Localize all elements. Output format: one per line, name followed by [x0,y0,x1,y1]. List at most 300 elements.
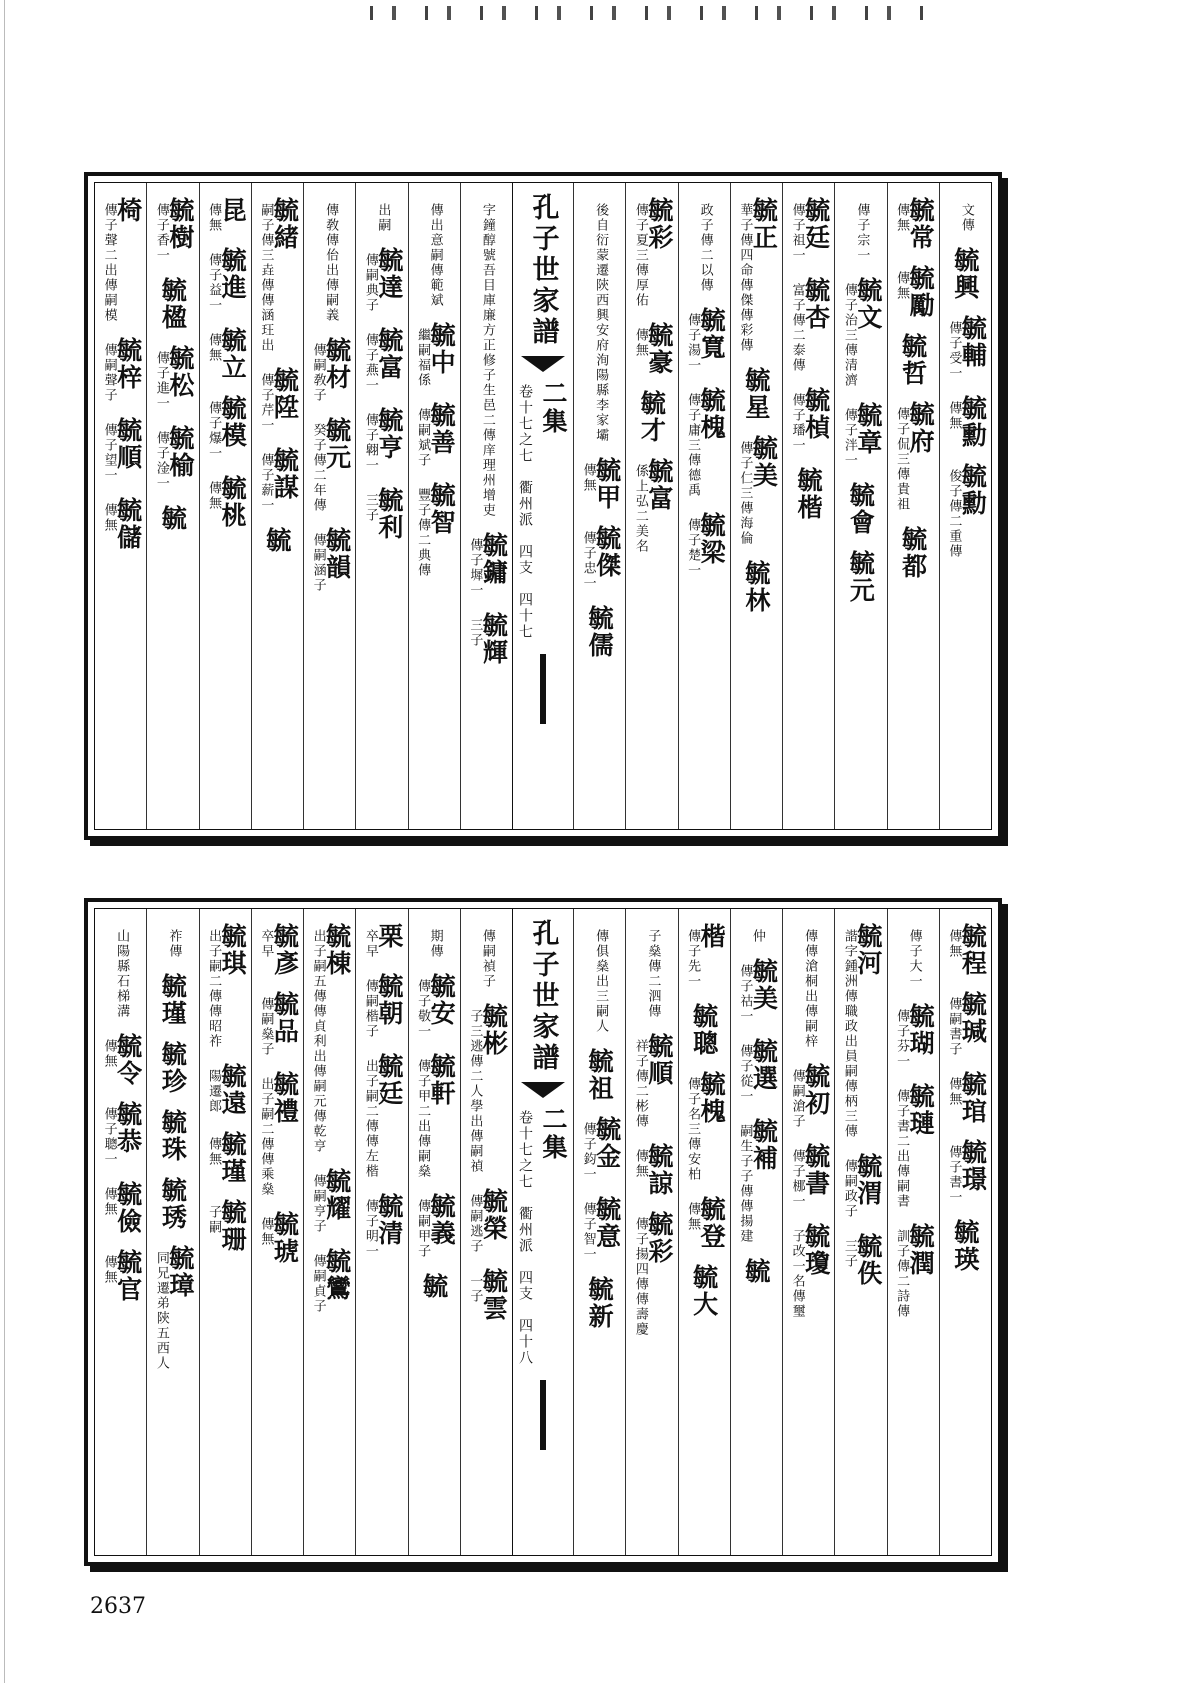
person-name: 毓璋 [165,1245,195,1299]
genealogy-entry [585,605,615,659]
genealogy-entry [846,550,876,604]
entry-note: 傳子從一 [737,1044,753,1104]
entry-note: 傳子書二出傳嗣書 [894,1089,910,1209]
genealogy-column [678,183,730,829]
person-name: 毓清 [374,1193,404,1247]
entry-note: 傳傳滄桐出傳嗣梓 [802,929,818,1049]
genealogy-column [834,909,886,1555]
page-number: 2637 [90,1594,146,1619]
entry-note: 傳子芹一 [258,373,274,433]
genealogy-entry [841,402,881,468]
genealogy-entry [257,1071,300,1197]
genealogy-entry [165,923,180,959]
genealogy-entry [697,197,712,293]
person-name: 毓順 [644,1033,674,1087]
person-name: 毓補 [749,1118,779,1172]
entry-note: 傳嗣燊子 [258,997,274,1057]
person-name: 毓渭 [853,1153,883,1207]
genealogy-entry [414,973,457,1039]
person-name: 毓瑾 [158,973,188,1027]
entry-note: 子三逃傳二人學出傳嗣禎 [467,1009,483,1174]
genealogy-entry [362,973,402,1039]
person-name: 毓琇 [158,1177,188,1231]
person-name: 毓元 [846,550,876,604]
genealogy-entry [580,1116,620,1182]
entry-note: 祥子傳二彬傳 [632,1039,648,1129]
entry-note: 出子嗣二傳傳乘燊 [258,1077,274,1197]
person-name: 昆 [218,197,248,224]
entry-note: 祚傳 [166,929,182,959]
person-name: 毓達 [374,247,404,301]
person-name: 毓才 [637,390,667,444]
person-name: 毓廷 [374,1053,404,1107]
person-name: 毓章 [853,402,883,456]
genealogy-entry [801,923,816,1049]
person-name: 毓琥 [270,1211,300,1265]
genealogy-entry [310,1248,350,1314]
entry-note: 傳子智一 [580,1202,596,1262]
entry-note: 係上弘二美名 [632,464,648,554]
person-name: 毓琪 [218,923,248,977]
genealogy-entry [841,277,881,388]
genealogy-column [95,183,146,829]
genealogy-entry [257,1211,300,1265]
entry-note: 傳子聲二出傳嗣模 [101,203,117,323]
entry-note: 傳子仁三傳海倫 [737,441,753,546]
person-name: 毓瑛 [950,1219,980,1273]
entry-note: 卒早 [258,929,274,959]
genealogy-entry [789,277,829,373]
entry-note: 傳子薪一 [258,453,274,513]
entry-note: 出子嗣五傳傳貞利出傳嗣元傳乾亨 [310,929,326,1154]
entry-note: 同兄遷弟陝五西人 [153,1251,169,1371]
genealogy-entry [789,1143,829,1209]
entry-note: 後自衍蒙遷陝西興安府洵陽縣李家壩 [593,203,609,443]
genealogy-entry [580,525,620,591]
person-name: 毓鏞 [479,532,509,586]
genealogy-entry [205,1063,248,1117]
person-name: 毓文 [853,277,883,331]
genealogy-entry [945,1071,988,1125]
entry-note: 傳子書一 [946,1145,962,1205]
person-name: 毓梁 [697,512,727,566]
genealogy-entry [958,197,973,233]
genealogy-entry [101,1249,141,1303]
entry-note: 傳子鈞一 [580,1122,596,1182]
left-margin-line [4,0,5,1683]
person-name: 毓順 [113,417,143,471]
entry-note: 傳無 [685,1202,701,1232]
genealogy-column [939,909,991,1555]
person-name: 毓珊 [218,1199,248,1253]
spine-title: 孔子世家譜 [527,919,559,1074]
genealogy-entry [158,1177,188,1231]
person-name: 毓楹 [158,277,188,331]
person-name: 毓立 [218,327,248,381]
bottom-genealogy-panel [84,898,1002,1566]
spine-subtitle: 卷十七之七 衢州派 四支 四十八 [517,1110,533,1366]
entry-note: 子嗣 [206,1205,222,1235]
genealogy-entry [466,1003,509,1174]
genealogy-entry [205,475,248,529]
entry-note: 傳嗣楷子 [362,979,378,1039]
person-name: 毓府 [906,401,936,455]
person-name: 毓楷 [794,467,824,521]
person-name: 毓傑 [592,525,622,579]
entry-note: 華子傳四命傳傑傳彩傳 [737,203,753,353]
entry-note: 傳嗣政子 [841,1159,857,1219]
genealogy-entry [741,367,771,421]
genealogy-entry [945,923,988,977]
entry-note: 繼嗣福係 [415,328,431,388]
genealogy-column [355,909,407,1555]
entry-note: 傳嗣逃子 [467,1194,483,1254]
person-name: 毓 [262,527,292,554]
top-genealogy-panel [84,172,1002,840]
person-name: 毓朝 [374,973,404,1027]
person-name: 毓勵 [906,265,936,319]
genealogy-entry [632,458,672,554]
person-name: 毓正 [749,197,779,251]
person-name: 毓楨 [801,387,831,441]
person-name: 毓林 [741,560,771,614]
genealogy-entry [736,435,779,546]
entry-note: 傳無 [101,1039,117,1069]
person-name: 毓松 [165,345,195,399]
genealogy-entry [789,387,829,453]
entry-note: 傳子受一 [946,321,962,381]
entry-note: 傳子明一 [362,1199,378,1259]
person-name: 毓美 [749,435,779,489]
genealogy-entry [205,1199,248,1253]
genealogy-entry [158,505,188,532]
entry-note: 傳子楚一 [685,518,701,578]
genealogy-column [146,183,198,829]
person-name: 毓令 [113,1033,143,1087]
person-name: 毓元 [322,417,352,471]
entry-note: 傳子忠一 [580,531,596,591]
person-name: 楷 [697,923,727,950]
entry-note: 傳嗣禎子 [479,929,495,989]
entry-note: 訓子傳二詩傳 [894,1229,910,1319]
person-name: 毓安 [427,973,457,1027]
person-name: 毓哲 [898,333,928,387]
person-name: 毓棟 [322,923,352,977]
entry-note: 傳出意嗣傳範斌 [427,203,443,308]
person-name: 毓富 [644,458,674,512]
genealogy-column [199,183,251,829]
genealogy-entry [950,247,980,301]
genealogy-entry [466,1268,509,1322]
entry-note: 嗣子傳三垚傳傳涵玨出 [258,203,274,353]
entry-note: 傳子祖一 [789,203,805,263]
spine-bar [540,654,546,724]
genealogy-entry [113,923,128,1019]
genealogy-entry [853,197,868,263]
genealogy-entry [846,482,876,536]
entry-note: 傳子湯一 [685,313,701,373]
person-name: 毓儲 [113,497,143,551]
genealogy-column [834,183,886,829]
entry-note: 傳無 [101,1255,117,1285]
genealogy-entry [906,923,921,989]
entry-note: 豐子傳二典傳 [415,488,431,578]
person-name: 栗 [374,923,404,950]
person-name: 毓意 [592,1196,622,1250]
entry-note: 仲 [749,929,765,944]
person-name: 毓璉 [906,1083,936,1137]
entry-note: 諧字鍾洲傳職政出員嗣傳柄三傳 [841,929,857,1139]
genealogy-entry [637,390,667,444]
person-name: 毓輔 [958,315,988,369]
person-name: 毓金 [592,1116,622,1170]
genealogy-entry [945,395,988,449]
person-name: 毓 [158,505,188,532]
genealogy-entry [257,991,300,1057]
person-name: 毓杏 [801,277,831,331]
person-name: 毓官 [113,1249,143,1303]
person-name: 毓陞 [270,367,300,421]
entry-note: 三子 [362,493,378,523]
entry-note: 傳子進一 [153,351,169,411]
entry-note: 傳無 [632,1149,648,1179]
genealogy-entry [362,327,402,393]
genealogy-column [887,183,939,829]
entry-note: 傳俱燊出三嗣人 [593,929,609,1034]
entry-note: 傳無 [946,929,962,959]
person-name: 毓勳 [958,395,988,449]
genealogy-entry [101,1033,141,1087]
person-name: 毓瓊 [801,1223,831,1277]
entry-note: 陽遷郎 [206,1069,222,1114]
genealogy-entry [794,467,824,521]
fish-tail-mark [521,356,565,372]
person-name: 毓樹 [165,197,195,251]
genealogy-entry [257,923,300,977]
person-name: 毓彩 [644,197,674,251]
entry-note: 字鐘醇號吾目庫廉方正修子生邑二傳庠理州增吏 [479,203,495,518]
genealogy-entry [898,333,928,387]
genealogy-entry [310,337,350,403]
person-name: 毓鸞 [322,1248,352,1302]
person-name: 毓輝 [479,612,509,666]
person-name: 毓材 [322,337,352,391]
entry-note: 傳無 [894,271,910,301]
genealogy-entry [466,532,509,598]
entry-note: 傳嗣聲子 [101,343,117,403]
entry-note: 傳子祜一 [737,964,753,1024]
genealogy-entry [205,327,248,381]
genealogy-entry [945,1139,988,1205]
person-name: 毓廷 [801,197,831,251]
person-name: 毓亨 [374,407,404,461]
entry-note: 傳子翺一 [362,413,378,473]
entry-note: 傳子名三傳安柏 [685,1077,701,1182]
entry-note: 文傳 [958,203,974,233]
entry-note: 傳子芬一 [894,1009,910,1069]
person-name: 毓榆 [165,425,195,479]
person-name: 毓善 [427,402,457,456]
person-name: 毓潤 [906,1223,936,1277]
entry-note: 傳子益一 [206,253,222,313]
entry-note: 傳無 [206,1137,222,1167]
person-name: 毓勳 [958,463,988,517]
genealogy-entry [158,1041,188,1095]
genealogy-entry [205,395,248,461]
genealogy-column [625,909,677,1555]
entry-note: 傳無 [101,1187,117,1217]
entry-note: 傳無 [206,203,222,233]
genealogy-column [625,183,677,829]
genealogy-column [251,909,303,1555]
genealogy-entry [374,197,389,233]
genealogy-entry [322,197,337,323]
spine-volume-row [515,1106,571,1366]
entry-note: 嗣生子子傳傳揚建 [737,1124,753,1244]
genealogy-entry [427,923,442,959]
person-name: 毓甲 [592,457,622,511]
genealogy-column [408,909,460,1555]
person-name: 毓璟 [958,1139,988,1193]
genealogy-entry [632,1211,672,1337]
genealogy-entry [592,923,607,1034]
person-name: 毓河 [853,923,883,977]
genealogy-entry [684,307,727,373]
spine-volume: 二集 [539,1106,568,1162]
genealogy-entry [945,463,988,559]
entry-note: 三子 [841,1239,857,1269]
fish-tail-mark [521,1082,565,1098]
entry-note: 傳子淦一 [153,431,169,491]
genealogy-column [782,909,834,1555]
genealogy-entry [945,991,988,1057]
person-name: 毓緒 [270,197,300,251]
genealogy-column [939,183,991,829]
genealogy-entry [362,487,402,541]
genealogy-entry [585,1276,615,1330]
genealogy-entry [841,1233,881,1287]
spine-volume: 二集 [539,380,568,436]
person-name: 毓都 [898,526,928,580]
genealogy-entry [419,1273,449,1300]
genealogy-column [573,183,625,829]
genealogy-column [460,909,512,1555]
genealogy-column [355,183,407,829]
person-name: 毓謀 [270,447,300,501]
genealogy-entry [310,527,350,593]
entry-note: 子改一名傳璽 [789,1229,805,1319]
genealogy-entry [153,197,193,263]
entry-note: 傳無 [206,481,222,511]
genealogy-entry [684,1071,727,1182]
genealogy-column [146,909,198,1555]
genealogy-entry [644,923,659,1019]
entry-note: 傳子梛一 [789,1149,805,1209]
genealogy-entry [205,247,248,313]
genealogy-entry [950,1219,980,1273]
entry-note: 傳子聰一 [101,1107,117,1167]
genealogy-entry [945,315,988,381]
genealogy-entry [153,345,193,411]
genealogy-entry [841,923,881,1139]
person-name: 毓瑊 [958,991,988,1045]
bottom-columns [94,908,992,1556]
genealogy-entry [736,1118,779,1244]
genealogy-column [887,909,939,1555]
genealogy-entry [158,973,188,1027]
entry-note: 傳子燕一 [362,333,378,393]
entry-note: 傳無 [206,333,222,363]
person-name: 毓中 [427,322,457,376]
person-name: 毓新 [585,1276,615,1330]
person-name: 毓常 [906,197,936,251]
person-name: 毓瑚 [906,1003,936,1057]
person-name: 毓星 [741,367,771,421]
genealogy-entry [257,447,300,513]
genealogy-entry [362,1053,402,1179]
person-name: 毓豪 [644,322,674,376]
entry-note: 傳敎傳佁出傳嗣義 [323,203,339,323]
genealogy-entry [101,1101,141,1167]
genealogy-entry [414,322,457,388]
genealogy-column [408,183,460,829]
genealogy-entry [479,923,494,989]
genealogy-entry [414,1053,457,1179]
genealogy-entry [158,1109,188,1163]
entry-note: 傳子敬一 [415,979,431,1039]
genealogy-entry [362,407,402,473]
genealogy-entry [362,923,402,959]
person-name: 毓諒 [644,1143,674,1197]
genealogy-entry [689,1003,719,1057]
person-name: 毓登 [697,1196,727,1250]
spine-volume-row [515,380,571,640]
entry-note: 傳子庸三傳德禹 [685,393,701,498]
entry-note: 傳子宗一 [854,203,870,263]
person-name: 毓槐 [697,387,727,441]
person-name: 毓富 [374,327,404,381]
entry-note: 傳無 [894,203,910,233]
entry-note: 傳子侃三傳貴祖 [894,407,910,512]
genealogy-entry [893,1003,936,1069]
genealogy-entry [689,1264,719,1318]
entry-note: 傳嗣典子 [362,253,378,313]
entry-note: 一子 [467,1274,483,1304]
person-name: 毓恭 [113,1101,143,1155]
genealogy-entry [684,387,727,498]
genealogy-entry [893,1083,936,1209]
person-name: 毓儒 [585,605,615,659]
genealogy-entry [479,197,494,518]
genealogy-entry [893,1223,936,1319]
genealogy-entry [632,322,672,376]
genealogy-entry [893,197,936,251]
genealogy-column [460,183,512,829]
entry-note: 傳子爆一 [206,401,222,461]
genealogy-entry [205,197,248,233]
entry-note: 傳子璠一 [789,393,805,453]
entry-note: 傳無 [946,401,962,431]
person-name: 毓興 [950,247,980,301]
person-name: 毓彬 [479,1003,509,1057]
person-name: 毓佚 [853,1233,883,1287]
genealogy-entry [684,512,727,578]
genealogy-entry [310,923,350,1154]
genealogy-entry [362,247,402,313]
genealogy-entry [585,1048,615,1102]
genealogy-entry [736,1038,779,1104]
entry-note: 期傳 [427,929,443,959]
